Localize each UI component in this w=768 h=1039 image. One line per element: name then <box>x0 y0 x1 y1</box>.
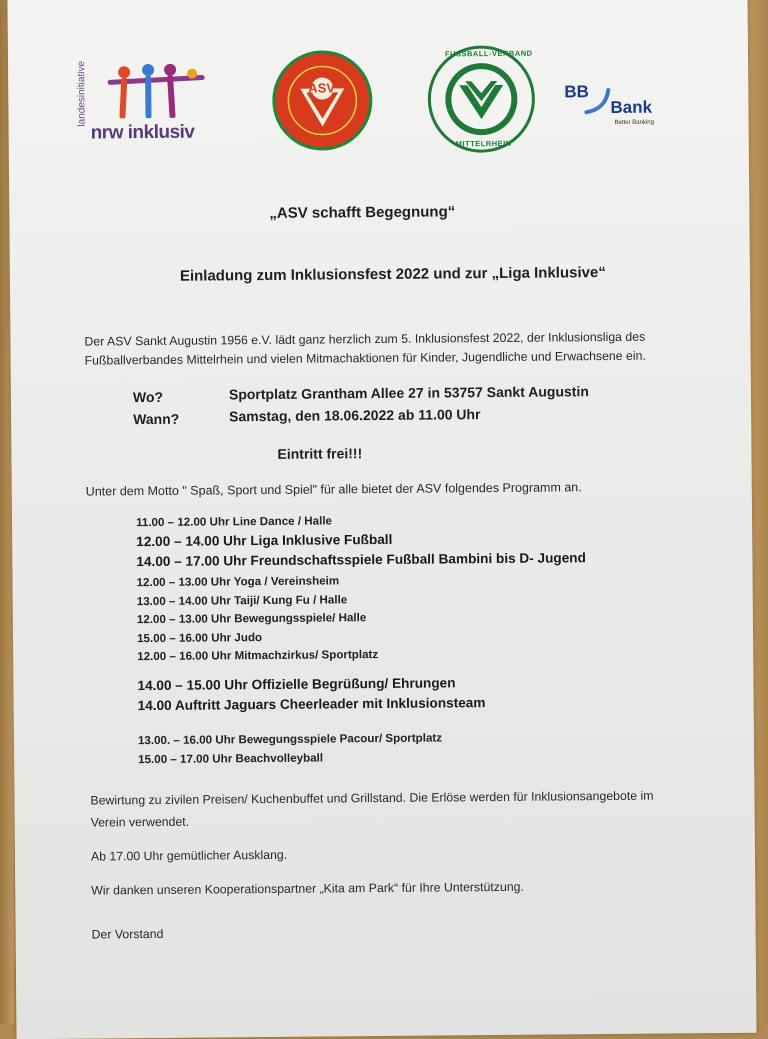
where-label: Wo? <box>133 389 163 405</box>
program-item: 12.00 – 16.00 Uhr Mitmachzirkus/ Sportplatz <box>137 648 378 663</box>
bbbank-name: Bank <box>610 98 652 118</box>
nrw-figures-icon <box>106 60 207 119</box>
bbbank-logo <box>564 81 675 142</box>
catering-line-1: Bewirtung zu zivilen Preisen/ Kuchenbuffet und Grillstand. Die Erlöse werden für Inklusionsangebote im <box>90 789 653 808</box>
fvm-bottom-text: MITTELRHEIN <box>456 139 512 148</box>
when-value: Samstag, den 18.06.2022 ab 11.00 Uhr <box>229 406 481 424</box>
program-item: 12.00 – 13.00 Uhr Yoga / Vereinsheim <box>137 574 340 589</box>
signature: Der Vorstand <box>92 927 164 942</box>
bbbank-prefix: BB <box>564 82 589 102</box>
asv-monogram: ASV <box>308 80 335 95</box>
fvm-logo <box>425 43 538 156</box>
entry-free: Eintritt frei!!! <box>277 445 362 462</box>
program-item: 14.00 – 15.00 Uhr Offizielle Begrüßung/ Ehrungen <box>137 675 455 693</box>
program-item: 12.00 – 13.00 Uhr Bewegungsspiele/ Halle <box>137 611 367 626</box>
when-label: Wann? <box>133 411 179 427</box>
program-item: 14.00 Auftritt Jaguars Cheerleader mit Inklusionsteam <box>138 695 486 713</box>
where-value: Sportplatz Grantham Allee 27 in 53757 Sankt Augustin <box>229 383 589 402</box>
program-item: 12.00 – 14.00 Uhr Liga Inklusive Fußball <box>136 532 392 549</box>
asv-logo <box>270 48 375 153</box>
program-item: 13.00. – 16.00 Uhr Bewegungsspiele Pacour/ Sportplatz <box>138 731 442 747</box>
program-item: 13.00 – 14.00 Uhr Taiji/ Kung Fu / Halle <box>137 593 348 608</box>
closing-line: Ab 17.00 Uhr gemütlicher Ausklang. <box>91 848 287 864</box>
nrw-main-text: nrw inklusiv <box>91 122 195 145</box>
bbbank-tagline: Better Banking <box>615 120 654 126</box>
catering-line-2: Verein verwendet. <box>91 815 190 830</box>
flyer-sheet <box>7 0 756 1039</box>
program-item: 14.00 – 17.00 Uhr Freundschaftsspiele Fußball Bambini bis D- Jugend <box>136 550 586 569</box>
intro-line-1: Der ASV Sankt Augustin 1956 e.V. lädt ganz herzlich zum 5. Inklusionsfest 2022, der Inklusionsliga des <box>84 330 645 349</box>
fvm-top-text: FUSSBALL-VERBAND <box>445 49 533 59</box>
program-item: 11.00 – 12.00 Uhr Line Dance / Halle <box>136 514 332 529</box>
page-title: „ASV schafft Begegnung“ <box>269 203 455 222</box>
motto-line: Unter dem Motto " Spaß, Sport und Spiel" für alle bietet der ASV folgendes Programm an. <box>86 480 582 498</box>
asv-emblem-icon <box>270 48 375 153</box>
program-item: 15.00 – 17.00 Uhr Beachvolleyball <box>138 752 323 767</box>
thanks-line: Wir danken unseren Kooperationspartner „Kita am Park“ für Ihre Unterstützung. <box>91 880 524 898</box>
program-item: 15.00 – 16.00 Uhr Judo <box>137 631 262 645</box>
nrw-side-text: landesinitiative <box>76 61 88 127</box>
page-subtitle: Einladung zum Inklusionsfest 2022 und zur „Liga Inklusive“ <box>180 264 606 285</box>
intro-line-2: Fußballverbandes Mittelrhein und vielen Mitmachaktionen für Kinder, Jugendliche und Erwachsene ein. <box>85 349 646 368</box>
nrw-inklusiv-logo <box>68 55 239 156</box>
